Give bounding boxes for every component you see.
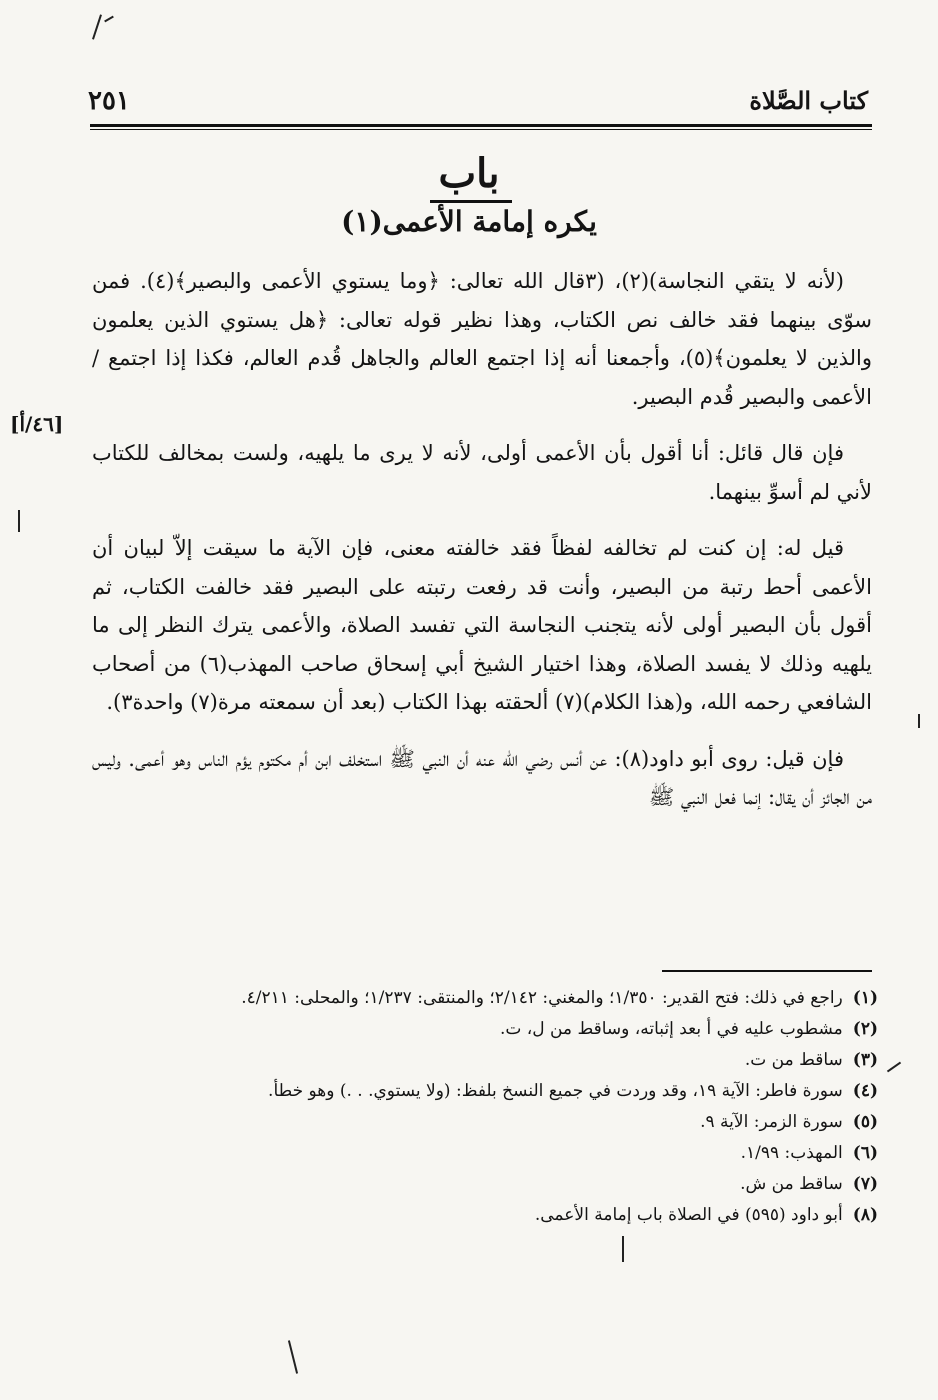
scan-mark bbox=[918, 714, 920, 728]
scan-mark bbox=[104, 16, 114, 23]
folio-margin-note: [٤٦/أ] bbox=[10, 412, 64, 436]
book-title: كتاب الصَّلاة bbox=[749, 86, 868, 115]
footnote-number: (٧) bbox=[852, 1174, 878, 1194]
footnote-text: ساقط من ش. bbox=[740, 1174, 843, 1194]
paragraph: فإن قال قائل: أنا أقول بأن الأعمى أولى، لأنه لا يرى ما يلهيه، ولست بمخالف للكتاب لأني لم أسوِّ بينهما. bbox=[92, 441, 872, 504]
chapter-label: باب bbox=[438, 150, 500, 197]
paragraph: فإن قيل: روى أبو داود(٨): عن أنس رضي الله عنه أن النبي ﷺ استخلف ابن أم مكتوم يؤم الناس وهو أعمى. وليس من الجائز أن يقال: إنما فعل النبي ﷺ bbox=[92, 746, 872, 809]
paragraph: (لأنه لا يتقي النجاسة)(٢)، (٣قال الله تعالى: ﴿وما يستوي الأعمى والبصير﴾(٤). فمن سوّى بينهما فقد خالف نص الكتاب، وهذا نظير قوله تعالى: ﴿هل يستوي الذين يعلمون والذين لا يعلمون﴾(٥)، وأجمعنا أنه إذا اجتمع العالم والجاهل قُدم العالم، فكذا إذا اجتمع / الأعمى والبصير قُدم البصير. bbox=[92, 269, 872, 409]
footnote-item bbox=[92, 984, 878, 1012]
footnote-text: سورة الزمر: الآية ٩. bbox=[700, 1112, 843, 1132]
footnotes bbox=[92, 984, 878, 1232]
footnote-item bbox=[92, 1046, 878, 1074]
footnote-text: ساقط من ت. bbox=[744, 1050, 843, 1070]
footnote-item bbox=[92, 1201, 878, 1229]
header-rule bbox=[90, 124, 872, 130]
running-head bbox=[88, 84, 868, 124]
footnote-number: (٦) bbox=[852, 1143, 878, 1163]
footnote-item bbox=[92, 1077, 878, 1105]
footnote-number: (٣) bbox=[852, 1050, 878, 1070]
footnote-text: أبو داود (٥٩٥) في الصلاة باب إمامة الأعمى. bbox=[534, 1205, 843, 1225]
footnote-text: مشطوب عليه في أ بعد إثباته، وساقط من ل، ت. bbox=[499, 1019, 843, 1039]
scan-mark bbox=[288, 1340, 298, 1373]
scan-mark bbox=[18, 510, 20, 532]
footnote-text: سورة فاطر: الآية ١٩، وقد وردت في جميع النسخ بلفظ: (ولا يستوي. . .) وهو خطأ. bbox=[268, 1081, 843, 1101]
paragraph: قيل له: إن كنت لم تخالفه لفظاً فقد خالفته معنى، فإن الآية ما سيقت إلاّ لبيان أن الأعمى أحط رتبة من البصير، وأنت قد رفعت رتبته على البصير فقد خالفت الكتاب، ثم أقول بأن البصير أولى لأنه يتجنب النجاسة التي تفسد الصلاة، والأعمى يترك النظر إلى ما يلهيه وذلك لا يفسد الصلاة، وهذا اختيار الشيخ أبي إسحاق صاحب المهذب(٦) من أصحاب الشافعي رحمه الله، و(هذا الكلام)(٧) ألحقته بهذا الكتاب (بعد أن سمعته مرة(٧) واحدة٣). bbox=[92, 536, 872, 714]
scan-mark bbox=[622, 1236, 624, 1262]
footnote-number: (٨) bbox=[852, 1205, 878, 1225]
chapter-label-underline bbox=[430, 200, 512, 203]
main-text bbox=[92, 262, 872, 835]
footnote-rule bbox=[662, 970, 872, 972]
scan-mark bbox=[92, 14, 102, 39]
footnote-number: (١) bbox=[852, 988, 878, 1008]
footnote-text: راجع في ذلك: فتح القدير: ١/٣٥٠؛ والمغني: ٢/١٤٢؛ والمنتقى: ١/٢٣٧؛ والمحلى: ٤/٢١١. bbox=[241, 988, 843, 1008]
page-number: ٢٥١ bbox=[88, 86, 130, 116]
footnote-item bbox=[92, 1139, 878, 1167]
footnote-number: (٢) bbox=[852, 1019, 878, 1039]
footnote-item bbox=[92, 1170, 878, 1198]
scan-mark bbox=[887, 1062, 901, 1073]
footnote-number: (٤) bbox=[852, 1081, 878, 1101]
chapter-title: يكره إمامة الأعمى(١) bbox=[341, 205, 597, 238]
footnote-item bbox=[92, 1015, 878, 1043]
footnote-item bbox=[92, 1108, 878, 1136]
footnote-text: المهذب: ١/٩٩. bbox=[740, 1143, 843, 1163]
footnote-number: (٥) bbox=[852, 1112, 878, 1132]
